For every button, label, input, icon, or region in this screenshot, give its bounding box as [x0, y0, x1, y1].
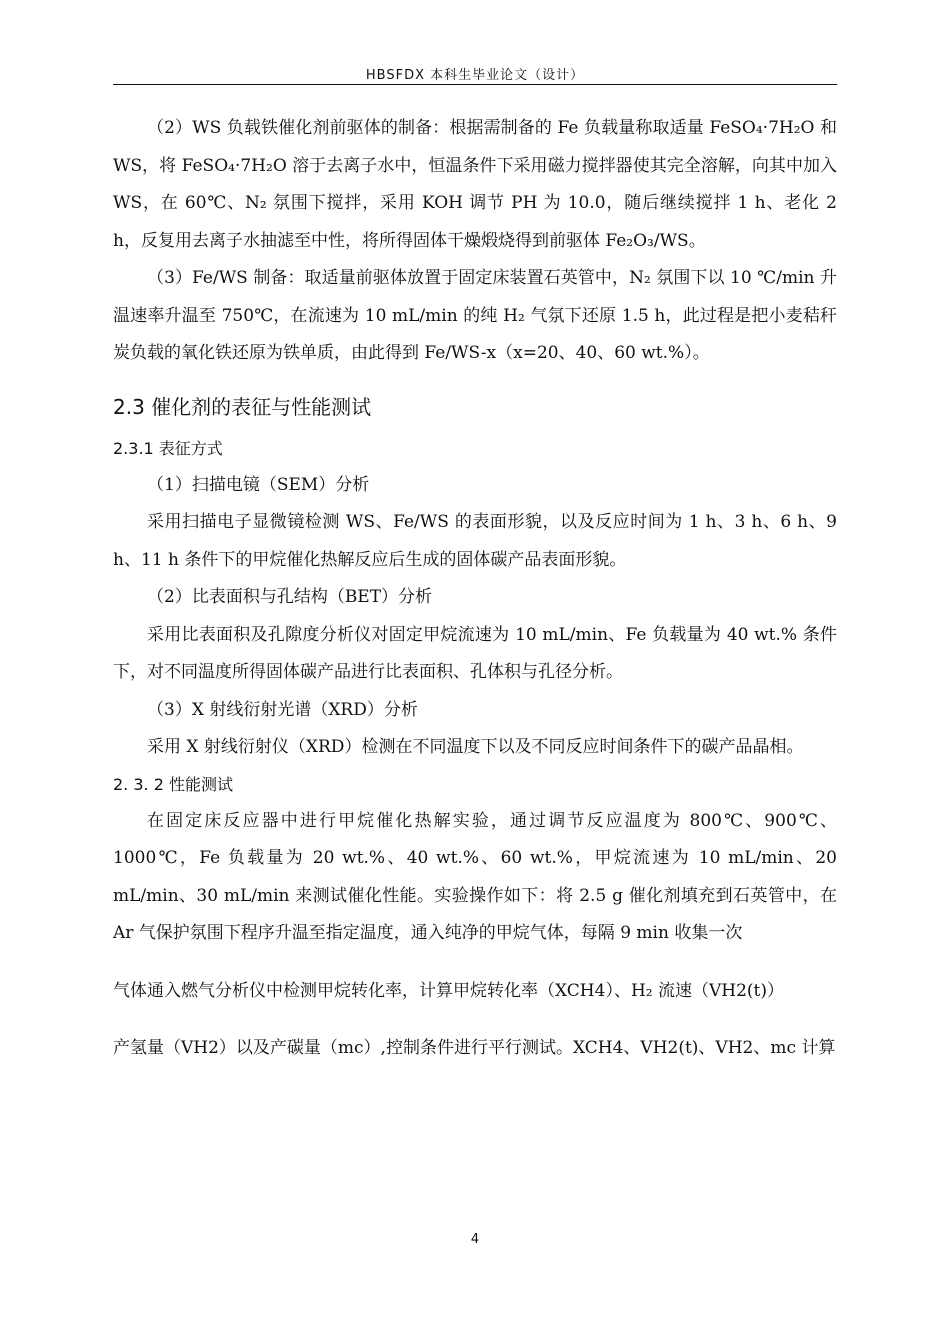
subsection-heading-2-3-2: 2. 3. 2 性能测试	[113, 774, 233, 794]
subsection-heading-2-3-1: 2.3.1 表征方式	[113, 438, 223, 458]
page-number: 4	[470, 1232, 480, 1247]
header-rule	[113, 84, 837, 85]
section-heading-2-3: 2.3 催化剂的表征与性能测试	[113, 394, 372, 419]
running-header: HBSFDX 本科生毕业论文（设计）	[365, 68, 585, 83]
xrd-body: 采用 X 射线衍射仪（XRD）检测在不同温度下以及不同反应时间条件下的碳产品晶相。	[147, 737, 804, 757]
bet-body: 采用比表面积及孔隙度分析仪对固定甲烷流速为 10 mL/min、Fe 负载量为 40 wt.% 条件下，对不同温度所得固体碳产品进行比表面积、孔体积与孔径分析。	[113, 624, 837, 682]
sem-title: （1）扫描电镜（SEM）分析	[147, 474, 370, 495]
paragraph-ws-precursor: （2）WS 负载铁催化剂前驱体的制备：根据需制备的 Fe 负载量称取适量 FeSO₄·7H₂O 和 WS，将 FeSO₄·7H₂O 溶于去离子水中，恒温条件下采用磁力搅拌器使其完全溶解，向其中加入 WS，在 60℃、N₂ 氛围下搅拌，采用 KOH 调节 PH 为 10.0，随后继续搅拌 1 h、老化 2 h，反复用去离子水抽滤至中性，将所得固体干燥煅烧得到前驱体 Fe₂O₃/WS。	[113, 118, 837, 251]
bet-title: （2）比表面积与孔结构（BET）分析	[147, 587, 433, 607]
performance-body: 在固定床反应器中进行甲烷催化热解实验，通过调节反应温度为 800℃、900℃、1000℃，Fe 负载量为 20 wt.%、40 wt.%、60 wt.%，甲烷流速为 10 mL/min、20 mL/min、30 mL/min 来测试催化性能。实验操作如下：将 2.5 g 催化剂填充到石英管中，在 Ar 气保护氛围下程序升温至指定温度，通入纯净的甲烷气体，每隔 9 min 收集一次	[113, 810, 837, 943]
performance-line-3: 产氢量（VH2）以及产碳量（mc）,控制条件进行平行测试。XCH4、VH2(t)、VH2、mc 计算	[113, 1038, 836, 1058]
page-body	[113, 110, 837, 1068]
xrd-title: （3）X 射线衍射光谱（XRD）分析	[147, 699, 418, 720]
paragraph-fe-ws-prep: （3）Fe/WS 制备：取适量前驱体放置于固定床装置石英管中，N₂ 氛围下以 10 ℃/min 升温速率升温至 750℃，在流速为 10 mL/min 的纯 H₂ 气氛下还原 1.5 h，此过程是把小麦秸秆炭负载的氧化铁还原为铁单质，由此得到 Fe/WS-x（x=20、40、60 wt.%）。	[113, 268, 837, 363]
performance-line-2: 气体通入燃气分析仪中检测甲烷转化率，计算甲烷转化率（XCH4）、H₂ 流速（VH2(t)）	[113, 980, 785, 1001]
sem-body: 采用扫描电子显微镜检测 WS、Fe/WS 的表面形貌，以及反应时间为 1 h、3 h、6 h、9 h、11 h 条件下的甲烷催化热解反应后生成的固体碳产品表面形貌。	[113, 512, 837, 570]
